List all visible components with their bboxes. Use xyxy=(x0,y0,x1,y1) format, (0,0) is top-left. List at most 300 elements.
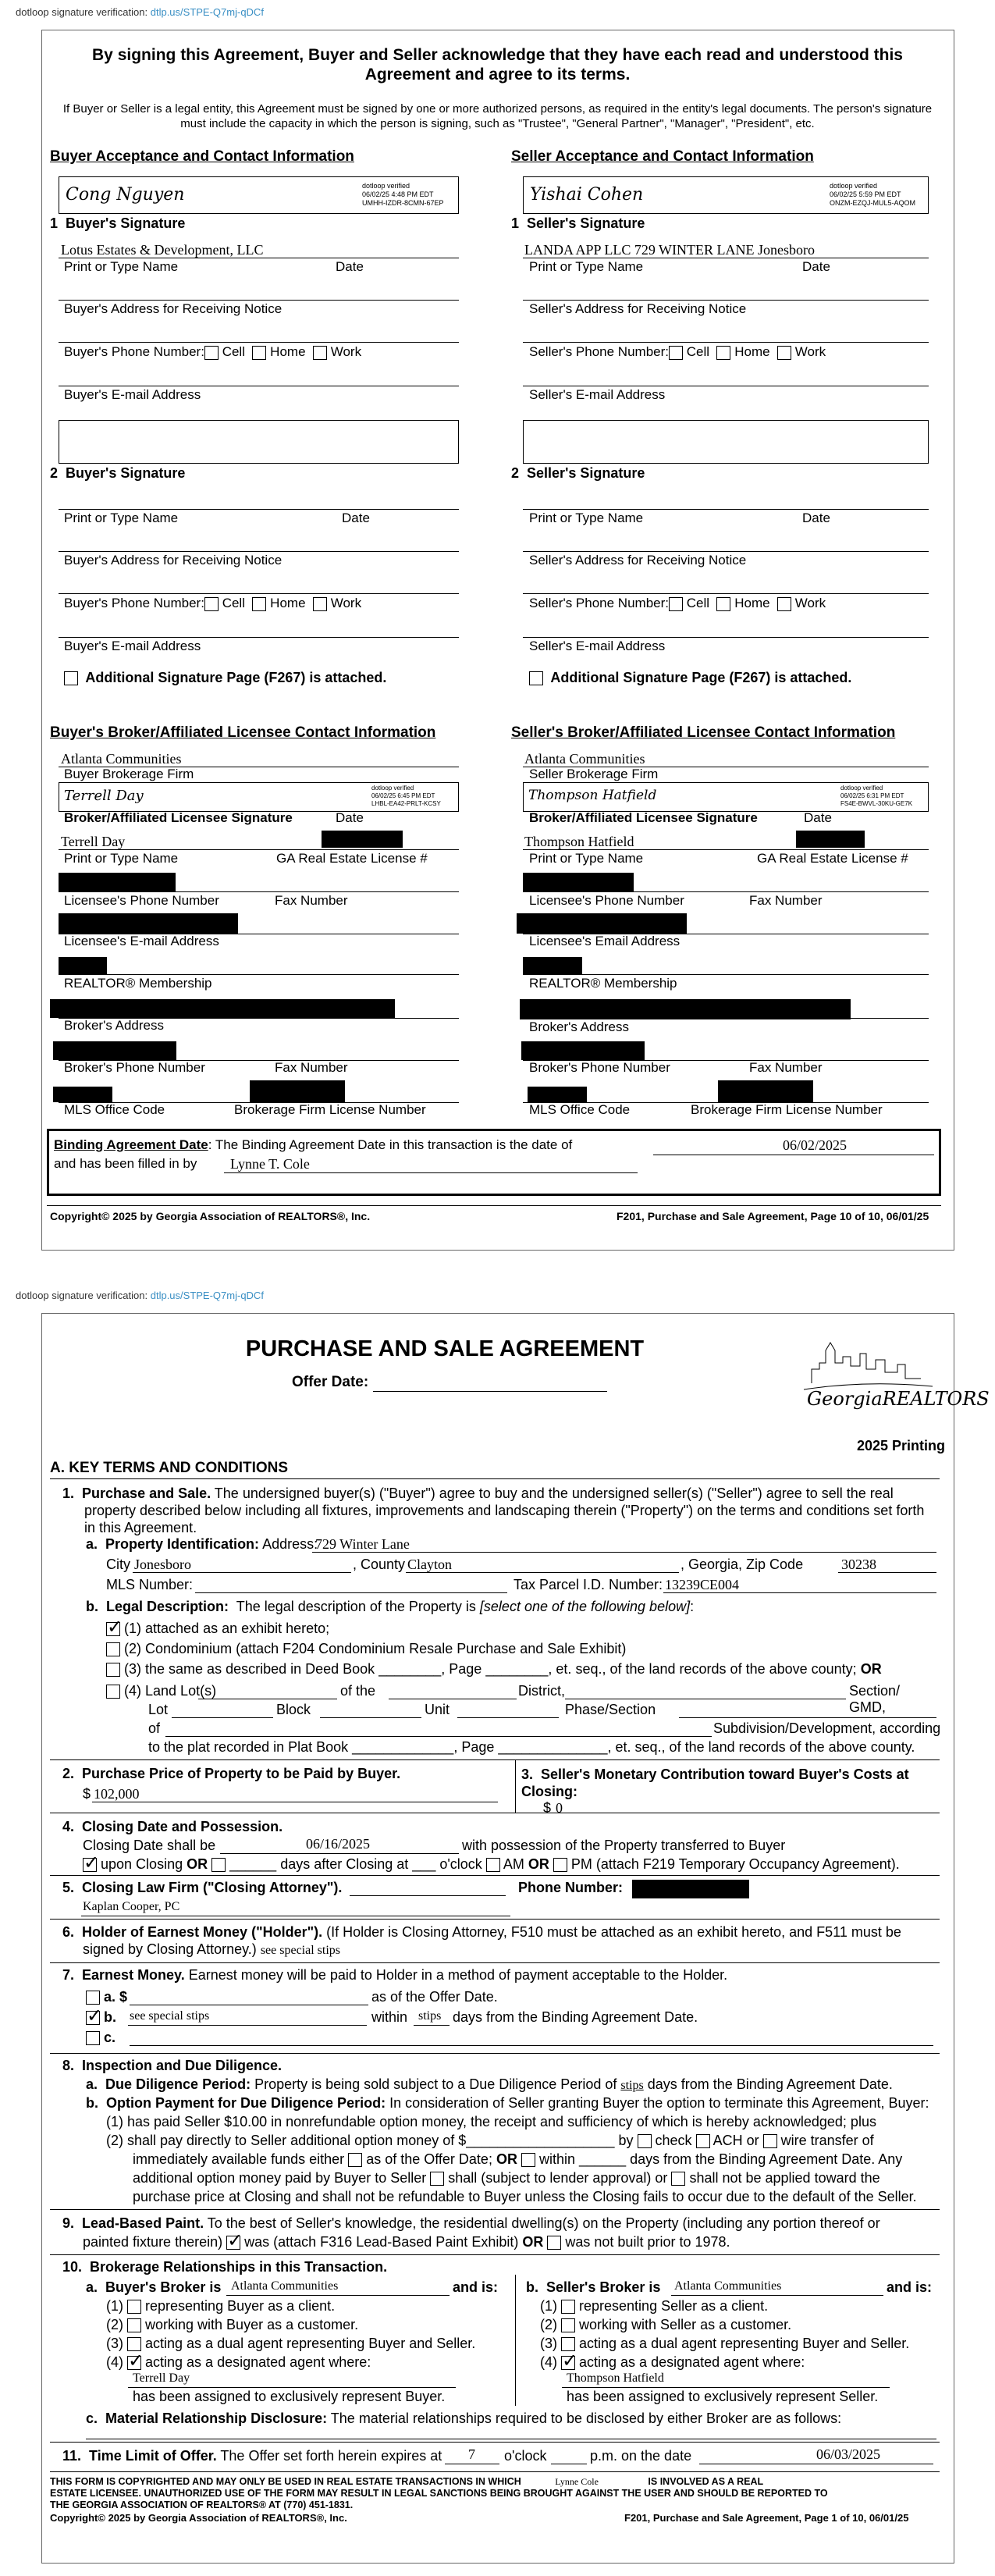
legal-text-b: IS INVOLVED AS A REAL xyxy=(648,2476,764,2487)
georgia-zip-label: , Georgia, Zip Code xyxy=(681,1557,804,1572)
seller-designated-agent: Thompson Hatfield xyxy=(567,2371,664,2385)
seller-2-signature-box[interactable] xyxy=(523,420,929,464)
oclock-label: o'clock xyxy=(439,1856,482,1872)
seller-2-sig-label-row xyxy=(511,465,645,482)
earnest-b-checkbox[interactable] xyxy=(86,2011,100,2025)
pm-checkbox[interactable] xyxy=(553,1858,567,1872)
seller-1-work-checkbox[interactable] xyxy=(777,346,791,360)
item-1-text-c: in this Agreement. xyxy=(84,1520,197,1535)
offer-date-checkbox[interactable] xyxy=(348,2153,362,2167)
item-6: 6. Holder of Earnest Money ("Holder"). (If Holder is Closing Attorney, F510 must be attached as an exhibit hereto, and F511 must be signed by Closing Attorney.) see special stips xyxy=(62,1924,901,1957)
seller-broker-dotloop-stamp: dotloop verified 06/02/25 6:31 PM EDT FS4E-BWVL-30KU-GE7K xyxy=(840,785,913,807)
buyer-2-address-label: Buyer's Address for Receiving Notice xyxy=(64,553,283,568)
acknowledgement-title: By signing this Agreement, Buyer and Seller acknowledge that they have each read and understood this Agreement and agree to its terms. xyxy=(92,46,903,84)
earnest-c-label: c. xyxy=(104,2030,116,2045)
georgia-realtors-logo xyxy=(788,1335,990,1421)
offer-expire-hour: 7 xyxy=(468,2446,475,2462)
days-after-checkbox[interactable] xyxy=(211,1858,226,1872)
seller-1-signature-box[interactable] xyxy=(523,176,929,214)
buyer-broker-signature: Terrell Day xyxy=(64,788,144,804)
brokerage-divider xyxy=(515,2275,516,2406)
seller-broker-label: Seller's Broker xyxy=(546,2279,645,2295)
seller-1-home-checkbox[interactable] xyxy=(716,346,730,360)
lead-paint-was-not-checkbox[interactable] xyxy=(547,2236,561,2250)
work-label: Work xyxy=(330,344,362,359)
buyer-additional-sig-checkbox[interactable] xyxy=(64,671,78,685)
buyer-relationship-4[interactable]: (4) ✓ acting as a designated agent where: xyxy=(106,2354,371,2371)
buyer-1-sig-label-row xyxy=(50,215,185,232)
printing-year: 2025 Printing xyxy=(857,1438,946,1453)
buyer-broker-phone-label: Broker's Phone Number xyxy=(64,1060,205,1075)
closing-date-value: 06/16/2025 xyxy=(306,1836,371,1852)
binding-filled-by-name: Lynne T. Cole xyxy=(230,1156,310,1172)
buyer-realtor-membership-label: REALTOR® Membership xyxy=(64,976,212,991)
property-address: 729 Winter Lane xyxy=(315,1536,410,1552)
closing-date-label: Closing Date shall be xyxy=(83,1838,216,1853)
i8b-2i: shall not be applied toward the xyxy=(689,2170,880,2186)
legal-description-row xyxy=(86,1599,694,1615)
material-relationship-row xyxy=(86,2411,841,2427)
legal-option-3[interactable]: (3) the same as described in Deed Book ________, Page ________, et. seq., of the land records of the above county; OR xyxy=(106,1661,882,1678)
legal-option-3-checkbox[interactable] xyxy=(106,1663,120,1677)
i8b-label: b. xyxy=(86,2095,98,2111)
earnest-b-tail: days from the Binding Agreement Date. xyxy=(453,2009,698,2025)
home-label: Home xyxy=(270,344,306,359)
binding-filled-by-label: and has been filled in by xyxy=(54,1156,197,1171)
legal-description-select: [select one of the following below] xyxy=(479,1599,691,1614)
opt4-text-b: of the xyxy=(340,1683,376,1699)
redaction-bar xyxy=(250,1080,345,1102)
legal-option-4-checkbox[interactable] xyxy=(106,1685,120,1699)
verification-link[interactable]: dtlp.us/STPE-Q7mj-qDCf xyxy=(150,1290,264,1301)
due-diligence-days: stips xyxy=(620,2079,644,2092)
buyer-2-number: 2 xyxy=(50,465,59,481)
is-label: is xyxy=(209,2279,222,2295)
offer-pm-label: p.m. on the date xyxy=(590,2448,692,2464)
page-10-copyright: Copyright© 2025 by Georgia Association of REALTORS®, Inc. xyxy=(50,1210,371,1222)
agreement-title: PURCHASE AND SALE AGREEMENT xyxy=(245,1336,645,1361)
seller-broker-signature-box[interactable] xyxy=(523,782,929,812)
buyer-2-phone-label: Buyer's Phone Number: xyxy=(64,596,204,610)
lead-paint-was: was (attach F316 Lead-Based Paint Exhibit) xyxy=(244,2234,519,2250)
logo-text: GeorgiaREALTORS xyxy=(807,1388,990,1410)
seller-1-number: 1 xyxy=(511,215,520,231)
redaction-bar xyxy=(59,957,107,974)
verification-line xyxy=(16,6,264,18)
legal-description-title: Legal Description: xyxy=(106,1599,229,1614)
legal-text-c: ESTATE LICENSEE. UNAUTHORIZED USE OF THE FORM MAY RESULT IN LEGAL SANCTIONS BEING BROUGHT AGAINST THE USER AND SHOULD BE REPORTED TO xyxy=(50,2488,828,2499)
property-identification-row xyxy=(86,1536,318,1553)
upon-closing-checkbox[interactable] xyxy=(83,1858,97,1872)
buyer-1-sig-label: Buyer's Signature xyxy=(66,215,186,231)
redaction-bar xyxy=(322,831,403,848)
lot-label: Lot xyxy=(148,1702,169,1717)
seller-1-date-label: Date xyxy=(802,259,830,274)
seller-rel-4-label: acting as a designated agent where: xyxy=(579,2354,805,2370)
i8b-2b: by xyxy=(618,2133,634,2148)
seller-rel-2-checkbox[interactable] xyxy=(561,2318,575,2332)
city-value: Jonesboro xyxy=(134,1557,191,1572)
redaction-bar xyxy=(517,913,687,934)
buyer-brokerage-firm-value: Atlanta Communities xyxy=(61,751,182,767)
buyer-relationship-3[interactable]: (3) acting as a dual agent representing Buyer and Seller. xyxy=(106,2336,476,2351)
option-payment-2: (2) shall pay directly to Seller additional option money of $___________________ by check ACH or wire transfer of xyxy=(106,2133,874,2148)
redaction-bar xyxy=(523,957,582,974)
page-1-form-id: F201, Purchase and Sale Agreement, Page 1 of 10, 06/01/25 xyxy=(624,2512,909,2524)
legal-option-2-label: (2) Condominium (attach F204 Condominium Resale Purchase and Sale Exhibit) xyxy=(124,1641,627,1656)
item-3-title: 3. Seller's Monetary Contribution toward Buyer's Costs at Closing: xyxy=(521,1767,909,1799)
legal-description-text: The legal description of the Property is xyxy=(236,1599,476,1614)
subdivision-label: Subdivision/Development, according xyxy=(713,1720,941,1736)
buyer-1-dotloop-stamp: dotloop verified 06/02/25 4:48 PM EDT UMHH-IZDR-8CMN-67EP xyxy=(362,182,444,207)
buyer-rel-2-checkbox[interactable] xyxy=(127,2318,141,2332)
buyer-rel-1-label: representing Buyer as a client. xyxy=(145,2298,336,2314)
material-relationship-title: Material Relationship Disclosure: xyxy=(105,2411,328,2426)
earnest-a-checkbox[interactable] xyxy=(86,1991,100,2005)
legal-description-colon: : xyxy=(690,1599,695,1614)
seller-rel-3-checkbox[interactable] xyxy=(561,2337,575,2351)
page-10-form-id: F201, Purchase and Sale Agreement, Page 10 of 10, 06/01/25 xyxy=(617,1210,929,1222)
wire-label: wire transfer of xyxy=(780,2133,874,2148)
wire-checkbox[interactable] xyxy=(763,2134,777,2148)
seller-broker-address-label: Broker's Address xyxy=(529,1019,629,1034)
property-identification-title: Property Identification: xyxy=(105,1536,260,1552)
cell-label: Cell xyxy=(686,596,710,610)
seller-relationship-3[interactable]: (3) acting as a dual agent representing Buyer and Seller. xyxy=(540,2336,910,2351)
option-payment-1: (1) has paid Seller $10.00 in nonrefundable option money, the receipt and sufficiency of which is hereby acknowledged; plus xyxy=(106,2114,876,2129)
block-label: Block xyxy=(276,1702,311,1717)
or-label: OR xyxy=(187,1856,208,1872)
seller-broker-signature: Thompson Hatfield xyxy=(528,788,657,803)
home-label: Home xyxy=(734,596,770,610)
buyer-licensee-phone-label: Licensee's Phone Number xyxy=(64,893,219,908)
entity-signing-note: If Buyer or Seller is a legal entity, this Agreement must be signed by one or more authorized persons, as required in the entity's legal documents. The person's signature must include the capacity in which the person is signing, such as "Trustee", "General Partner", "Manager", "President", etc. xyxy=(62,102,933,130)
legal-text-d: THE GEORGIA ASSOCIATION OF REALTORS® AT (770) 451-1831. xyxy=(50,2500,354,2510)
zip-value: 30238 xyxy=(841,1557,876,1572)
i8b-2g: additional option money paid by Buyer to Seller xyxy=(133,2170,427,2186)
due-diligence-text: Property is being sold subject to a Due Diligence Period of xyxy=(254,2076,617,2092)
i8b-2d: as of the Offer Date; xyxy=(366,2151,492,2167)
legal-option-3-text-c: , et. seq., of the land records of the above county; xyxy=(548,1661,857,1677)
shall-applied-checkbox[interactable] xyxy=(430,2172,444,2186)
possession-row: ✓ upon Closing OR ______ days after Closing at ___ o'clock AM OR PM (attach F219 Temporary Occupancy Agreement). xyxy=(83,1856,900,1873)
buyer-broker-signature-box[interactable] xyxy=(59,782,459,812)
item-2-title-text: Purchase Price of Property to be Paid by Buyer. xyxy=(82,1766,401,1781)
verification-line-2 xyxy=(16,1290,264,1301)
check-checkbox[interactable] xyxy=(638,2134,652,2148)
law-firm-value: Kaplan Cooper, PC xyxy=(83,1900,180,1913)
buyer-1-signature-box[interactable] xyxy=(59,176,459,214)
item-8-title-text: Inspection and Due Diligence. xyxy=(82,2058,283,2073)
seller-acceptance-heading: Seller Acceptance and Contact Information xyxy=(511,148,814,165)
seller-2-work-checkbox[interactable] xyxy=(777,597,791,611)
buyer-relationship-1[interactable]: (1) representing Buyer as a client. xyxy=(106,2298,336,2314)
address-label: Address: xyxy=(262,1536,318,1552)
home-label: Home xyxy=(270,596,306,610)
seller-realtor-membership-label: REALTOR® Membership xyxy=(529,976,677,991)
seller-relationship-2[interactable]: (2) working with Seller as a customer. xyxy=(540,2317,792,2332)
seller-broker-name-label: Print or Type Name xyxy=(529,851,644,866)
days-after-label: days after Closing at xyxy=(280,1856,409,1872)
legal-notice xyxy=(50,2476,940,2511)
earnest-b-row[interactable] xyxy=(86,2009,116,2026)
buyer-2-phone-row xyxy=(64,596,361,611)
buyer-broker-name-label: Print or Type Name xyxy=(64,851,179,866)
buyer-designated-agent: Terrell Day xyxy=(133,2371,190,2385)
seller-assigned-text: has been assigned to exclusively represent Seller. xyxy=(567,2389,879,2404)
seller-broker-row: b. Seller's Broker is xyxy=(526,2279,661,2295)
legal-option-1-checkbox[interactable] xyxy=(106,1622,120,1636)
county-value: Clayton xyxy=(407,1557,452,1572)
item-1-purchase-sale: 1. Purchase and Sale. The undersigned buyer(s) ("Buyer") agree to buy and the undersigned seller(s) ("Seller") agree to sell the real property described below including all fixtures, improvements and landscaping therein ("Property") on the terms and conditions set forth in this Agreement. xyxy=(62,1485,925,1535)
option-payment-2d: purchase price at Closing and shall not be refundable to Buyer unless the Closing fails to occur due to the default of the Seller. xyxy=(133,2189,917,2204)
legal-option-1[interactable] xyxy=(106,1621,329,1637)
legal-option-2[interactable] xyxy=(106,1641,626,1657)
seller-broker-fax-label: Fax Number xyxy=(749,1060,823,1075)
buyer-broker-address-label: Broker's Address xyxy=(64,1018,164,1033)
verification-label: dotloop signature verification: xyxy=(16,1290,148,1301)
seller-rel-1-label: representing Seller as a client. xyxy=(579,2298,769,2314)
earnest-b-value: see special stips xyxy=(130,2009,210,2023)
item-9-text-b: painted fixture therein) xyxy=(83,2234,223,2250)
ib-label: b. xyxy=(86,1599,98,1614)
seller-licensee-email-label: Licensee's Email Address xyxy=(529,934,681,948)
seller-licensee-phone-label: Licensee's Phone Number xyxy=(529,893,684,908)
item-11-row: 11. Time Limit of Offer. The Offer set forth herein expires at xyxy=(62,2448,442,2464)
buyer-broker-label: Buyer's Broker xyxy=(105,2279,206,2295)
buyer-1-phone-label: Buyer's Phone Number: xyxy=(64,344,204,359)
buyer-broker-row: a. Buyer's Broker is xyxy=(86,2279,222,2295)
item-11-title: Time Limit of Offer. xyxy=(89,2448,217,2464)
seller-rel-1-checkbox[interactable] xyxy=(561,2300,575,2314)
buyer-licensee-email-label: Licensee's E-mail Address xyxy=(64,934,219,948)
item-11-text: The Offer set forth herein expires at xyxy=(220,2448,442,2464)
item-1-title: Purchase and Sale. xyxy=(82,1485,211,1501)
seller-rel-2-label: working with Seller as a customer. xyxy=(579,2317,792,2332)
work-label: Work xyxy=(794,596,826,610)
due-diligence-tail: days from the Binding Agreement Date. xyxy=(647,2076,893,2092)
offer-oclock: o'clock xyxy=(504,2448,547,2464)
seller-broker-heading: Seller's Broker/Affiliated Licensee Contact Information xyxy=(511,724,896,741)
i8b-2h: shall (subject to lender approval) or xyxy=(448,2170,668,2186)
item-4-title-text: Closing Date and Possession. xyxy=(82,1819,283,1834)
option-payment-text: In consideration of Seller granting Buyer the option to terminate this Agreement, Buyer: xyxy=(389,2095,929,2111)
due-diligence-title: Due Diligence Period: xyxy=(105,2076,251,2092)
offer-expire-date: 06/03/2025 xyxy=(816,2446,881,2462)
buyer-2-sig-label: Buyer's Signature xyxy=(66,465,186,481)
seller-1-phone-label: Seller's Phone Number: xyxy=(529,344,669,359)
option-payment-2b: immediately available funds either as of the Offer Date; OR within ______ days from the Binding Agreement Date. Any xyxy=(133,2151,903,2167)
ach-checkbox[interactable] xyxy=(696,2134,710,2148)
earnest-b-days: stips xyxy=(418,2009,442,2023)
work-label: Work xyxy=(330,596,362,610)
price-prefix: $ xyxy=(83,1786,91,1802)
buyer-and-is-label: and is: xyxy=(453,2279,499,2295)
verification-label: dotloop signature verification: xyxy=(16,6,148,18)
seller-2-address-label: Seller's Address for Receiving Notice xyxy=(529,553,747,568)
buyer-additional-sig-label: Additional Signature Page (F267) is attached. xyxy=(85,670,387,685)
item-10-title: 10. Brokerage Relationships in this Transaction. xyxy=(62,2259,388,2275)
phone-number-label: Phone Number: xyxy=(518,1880,624,1895)
seller-mls-office-label: MLS Office Code xyxy=(529,1102,631,1117)
redaction-bar xyxy=(528,1087,587,1102)
seller-2-number: 2 xyxy=(511,465,520,481)
buyer-rel-4-checkbox[interactable] xyxy=(127,2356,141,2370)
binding-agreement-box xyxy=(47,1129,941,1196)
earnest-c-checkbox[interactable] xyxy=(86,2031,100,2045)
plat-row: to the plat recorded in Plat Book _____________, Page ______________, et. seq., of the land records of the above county. xyxy=(148,1739,915,1755)
home-label: Home xyxy=(734,344,770,359)
buyer-1-number: 1 xyxy=(50,215,59,231)
i8b-2a: (2) shall pay directly to Seller additional option money of $ xyxy=(106,2133,467,2148)
seller-broker-sig-label: Broker/Affiliated Licensee Signature xyxy=(529,810,758,825)
i8a-label: a. xyxy=(86,2076,98,2092)
buyer-2-sig-label-row xyxy=(50,465,185,482)
seller-broker-name-value: Thompson Hatfield xyxy=(524,834,634,849)
plat-text-a: to the plat recorded in Plat Book xyxy=(148,1739,349,1755)
lead-paint-was-checkbox[interactable] xyxy=(226,2236,240,2250)
item-5-title: 5. Closing Law Firm ("Closing Attorney"). xyxy=(62,1880,343,1895)
redaction-bar xyxy=(59,913,238,934)
ic-label: c. xyxy=(86,2411,98,2426)
seller-contribution: 0 xyxy=(556,1800,563,1816)
seller-additional-sig-checkbox[interactable] xyxy=(529,671,543,685)
mls-number-label: MLS Number: xyxy=(106,1577,194,1592)
redaction-bar xyxy=(59,873,176,891)
buyer-2-home-checkbox[interactable] xyxy=(252,597,266,611)
of-label: of xyxy=(148,1720,161,1736)
buyer-1-email-label: Buyer's E-mail Address xyxy=(64,387,201,402)
buyer-broker-name-value: Terrell Day xyxy=(61,834,126,849)
buyer-1-work-checkbox[interactable] xyxy=(313,346,327,360)
verification-link[interactable]: dtlp.us/STPE-Q7mj-qDCf xyxy=(150,6,264,18)
am-checkbox[interactable] xyxy=(486,1858,500,1872)
buyer-rel-3-checkbox[interactable] xyxy=(127,2337,141,2351)
item-8-title: 8. Inspection and Due Diligence. xyxy=(62,2058,283,2073)
seller-additional-sig-label: Additional Signature Page (F267) is attached. xyxy=(550,670,852,685)
item-10-title-text: Brokerage Relationships in this Transaction. xyxy=(90,2259,388,2275)
buyer-1-cell-checkbox[interactable] xyxy=(204,346,219,360)
buyer-rel-1-checkbox[interactable] xyxy=(127,2300,141,2314)
within-checkbox[interactable] xyxy=(521,2153,535,2167)
buyer-1-phone-row xyxy=(64,344,361,360)
seller-2-home-checkbox[interactable] xyxy=(716,597,730,611)
seller-1-address-label: Seller's Address for Receiving Notice xyxy=(529,301,747,316)
upon-closing-label: upon Closing xyxy=(101,1856,183,1872)
seller-relationship-1[interactable]: (1) representing Seller as a client. xyxy=(540,2298,769,2314)
redaction-bar xyxy=(796,831,865,848)
cell-label: Cell xyxy=(222,596,245,610)
seller-broker-license-label: GA Real Estate License # xyxy=(757,851,908,866)
seller-2-cell-checkbox[interactable] xyxy=(669,597,683,611)
seller-fax-label: Fax Number xyxy=(749,893,823,908)
seller-1-dotloop-stamp: dotloop verified 06/02/25 5:59 PM EDT ONZM-EZQJ-MUL5-AQOM xyxy=(830,182,915,207)
legal-option-3-or: OR xyxy=(860,1661,882,1677)
ach-label: ACH or xyxy=(712,2133,759,2148)
buyer-2-name-label: Print or Type Name xyxy=(64,511,179,525)
item-7-text: Earnest money will be paid to Holder in a method of payment acceptable to the Holder. xyxy=(188,1967,728,1983)
buyer-2-cell-checkbox[interactable] xyxy=(204,597,219,611)
buyer-broker-fax-label: Fax Number xyxy=(275,1060,348,1075)
item-7-title-row: 7. Earnest Money. Earnest money will be paid to Holder in a method of payment acceptable to the Holder. xyxy=(62,1967,728,1983)
legal-option-3-text-b: , Page xyxy=(441,1661,482,1677)
opt4-text-c: District, xyxy=(518,1683,565,1699)
earnest-c-row[interactable] xyxy=(86,2030,115,2046)
buyer-additional-sig-row xyxy=(64,670,386,686)
item-9: 9. Lead-Based Paint. To the best of Seller's knowledge, the residential dwelling(s) on the Property (including any portion thereof or painted fixture therein) ✓ was (attach F316 Lead-Based Paint Exhibit) OR was not built prior to 1978. xyxy=(62,2214,936,2251)
seller-rel-3-label: acting as a dual agent representing Buyer and Seller. xyxy=(579,2336,910,2351)
phase-section-label: Phase/Section xyxy=(565,1702,656,1717)
purchase-price: 102,000 xyxy=(94,1786,140,1802)
buyer-brokerage-firm-label: Buyer Brokerage Firm xyxy=(64,767,194,781)
buyer-2-work-checkbox[interactable] xyxy=(313,597,327,611)
binding-agreement-text: : The Binding Agreement Date in this transaction is the date of xyxy=(208,1137,573,1152)
offer-date-label: Offer Date: xyxy=(292,1374,369,1390)
item-2-3-divider xyxy=(515,1759,516,1813)
item-6-text-a: (If Holder is Closing Attorney, F510 must be attached as an exhibit hereto, and F511 must be xyxy=(326,1924,901,1940)
buyer-firm-license-label: Brokerage Firm License Number xyxy=(234,1102,426,1117)
redaction-bar xyxy=(53,1087,112,1102)
buyer-relationship-2[interactable]: (2) working with Buyer as a customer. xyxy=(106,2317,359,2332)
buyer-rel-3-label: acting as a dual agent representing Buyer and Seller. xyxy=(145,2336,476,2351)
item-1-text-a: The undersigned buyer(s) ("Buyer") agree to buy and the undersigned seller(s) ("Seller") agree to sell the real xyxy=(214,1485,894,1501)
seller-2-date-label: Date xyxy=(802,511,830,525)
seller-rel-4-checkbox[interactable] xyxy=(561,2356,575,2370)
seller-relationship-4[interactable]: (4) ✓ acting as a designated agent where: xyxy=(540,2354,805,2371)
item-9-title: Lead-Based Paint. xyxy=(82,2215,204,2231)
seller-1-email-label: Seller's E-mail Address xyxy=(529,387,666,402)
due-diligence-row xyxy=(86,2076,893,2093)
redaction-bar xyxy=(53,1041,176,1060)
i8b-2e: within xyxy=(539,2151,576,2167)
or-label: OR xyxy=(528,1856,549,1872)
is-label: is xyxy=(649,2279,661,2295)
legal-option-2-checkbox[interactable] xyxy=(106,1642,120,1656)
ia-label: a. xyxy=(86,1536,98,1552)
seller-1-name-value: LANDA APP LLC 729 WINTER LANE Jonesboro xyxy=(524,242,815,258)
item-3-title-text: Seller's Monetary Contribution toward Buyer's Costs at Closing: xyxy=(521,1767,909,1799)
buyer-2-signature-box[interactable] xyxy=(59,420,459,464)
item-5-title-text: Closing Law Firm ("Closing Attorney"). xyxy=(82,1880,343,1895)
legal-option-1-label: (1) attached as an exhibit hereto; xyxy=(124,1621,330,1636)
buyer-1-home-checkbox[interactable] xyxy=(252,346,266,360)
binding-agreement-label: Binding Agreement Date xyxy=(54,1137,208,1152)
seller-1-signature: Yishai Cohen xyxy=(530,185,644,205)
item-1-text-b: property described below including all fixtures, improvements and landscaping therein ("Property") on the terms and conditions set forth xyxy=(84,1503,925,1518)
buyer-1-name-value: Lotus Estates & Development, LLC xyxy=(61,242,264,258)
seller-1-cell-checkbox[interactable] xyxy=(669,346,683,360)
legal-text-a: THIS FORM IS COPYRIGHTED AND MAY ONLY BE USED IN REAL ESTATE TRANSACTIONS IN WHICH xyxy=(50,2476,521,2487)
item-2-title: 2. Purchase Price of Property to be Paid by Buyer. xyxy=(62,1766,401,1781)
item-6-text-b: signed by Closing Attorney.) xyxy=(83,1941,257,1957)
item-7-title: Earnest Money. xyxy=(82,1967,185,1983)
seller-1-sig-label: Seller's Signature xyxy=(527,215,645,231)
buyer-assigned-text: has been assigned to exclusively represent Buyer. xyxy=(133,2389,446,2404)
material-relationship-text: The material relationships required to be disclosed by either Broker are as follows: xyxy=(330,2411,842,2426)
or-label: OR xyxy=(496,2151,517,2167)
lead-paint-was-not: was not built prior to 1978. xyxy=(565,2234,730,2250)
redaction-bar xyxy=(520,999,851,1019)
shall-not-applied-checkbox[interactable] xyxy=(671,2172,685,2186)
buyer-1-address-label: Buyer's Address for Receiving Notice xyxy=(64,301,283,316)
unit-label: Unit xyxy=(425,1702,450,1717)
seller-2-name-label: Print or Type Name xyxy=(529,511,644,525)
binding-agreement-date: 06/02/2025 xyxy=(783,1137,848,1153)
earnest-a-label: a. $ xyxy=(104,1989,128,2005)
option-payment-title: Option Payment for Due Diligence Period: xyxy=(106,2095,386,2111)
earnest-a-row[interactable] xyxy=(86,1989,127,2005)
cell-label: Cell xyxy=(222,344,245,359)
